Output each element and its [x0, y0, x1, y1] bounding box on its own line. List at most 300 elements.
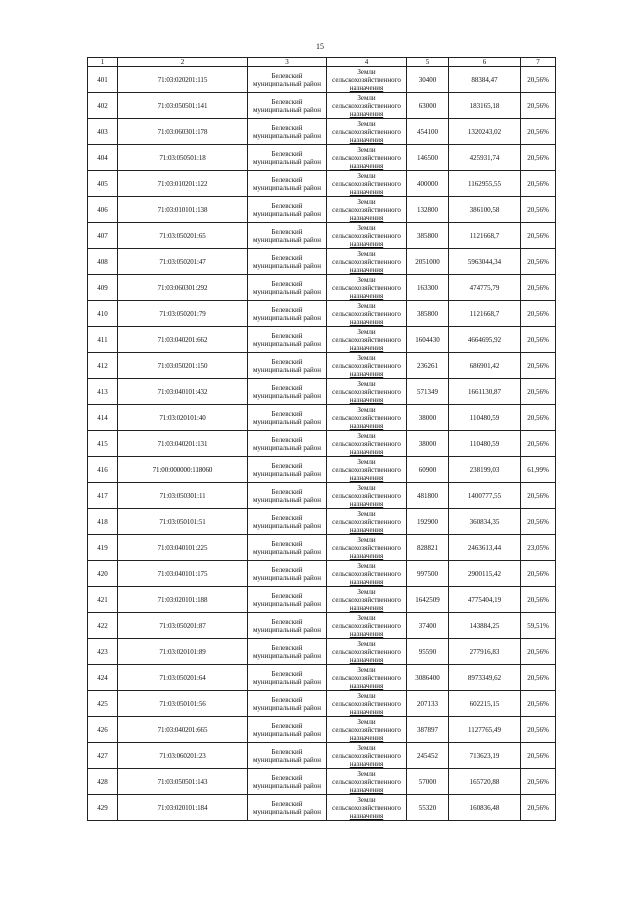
percent-cell: 20,56%	[521, 795, 556, 821]
cadastral-value-cell: 143884,25	[449, 613, 521, 639]
land-category-cell-line: сельскохозяйственного	[332, 439, 401, 448]
cadastral-number-cell: 71:03:050201:150	[118, 353, 248, 379]
cadastral-number-cell: 71:03:050201:87	[118, 613, 248, 639]
district-cell	[248, 197, 327, 223]
land-category-cell	[327, 197, 407, 223]
district-cell-line: муниципальный район	[252, 183, 322, 192]
district-cell-line: муниципальный район	[252, 235, 322, 244]
area-cell: 60900	[407, 457, 449, 483]
area-cell: 146500	[407, 145, 449, 171]
district-cell-line: Белевский	[271, 695, 303, 704]
area-cell: 38000	[407, 431, 449, 457]
land-category-cell-line: Земли	[357, 67, 376, 76]
district-cell-line: муниципальный район	[252, 105, 322, 114]
table-row	[88, 509, 556, 535]
percent-cell: 61,99%	[521, 457, 556, 483]
area-cell: 1604430	[407, 327, 449, 353]
table-row	[88, 535, 556, 561]
area-cell: 454100	[407, 119, 449, 145]
table-row	[88, 93, 556, 119]
cadastral-value-cell: 1320243,02	[449, 119, 521, 145]
row-number-cell: 412	[88, 353, 118, 379]
district-cell	[248, 561, 327, 587]
land-category-cell-line: назначения	[349, 161, 384, 170]
land-category-cell-line: сельскохозяйственного	[332, 491, 401, 500]
land-category-cell-line: назначения	[349, 265, 384, 274]
table-row	[88, 249, 556, 275]
header-cell: 4	[327, 58, 407, 67]
district-cell	[248, 717, 327, 743]
land-category-cell-line: Земли	[357, 119, 376, 128]
district-cell-line: муниципальный район	[252, 157, 322, 166]
land-category-cell	[327, 67, 407, 93]
row-number-cell: 401	[88, 67, 118, 93]
district-cell-line: муниципальный район	[252, 573, 322, 582]
land-category-cell-line: Земли	[357, 379, 376, 388]
land-category-cell	[327, 509, 407, 535]
land-category-cell-line: назначения	[349, 239, 384, 248]
cadastral-value-cell: 1162955,55	[449, 171, 521, 197]
land-category-cell-line: назначения	[349, 551, 384, 560]
land-category-cell-line: назначения	[349, 83, 384, 92]
table-row	[88, 717, 556, 743]
land-category-cell-line: назначения	[349, 395, 384, 404]
area-cell: 207133	[407, 691, 449, 717]
district-cell	[248, 171, 327, 197]
land-category-cell	[327, 353, 407, 379]
table-row	[88, 691, 556, 717]
cadastral-number-cell: 71:03:050501:18	[118, 145, 248, 171]
land-category-cell-line: сельскохозяйственного	[332, 257, 401, 266]
district-cell-line: муниципальный район	[252, 495, 322, 504]
area-cell: 55320	[407, 795, 449, 821]
land-category-cell-line: назначения	[349, 603, 384, 612]
land-category-cell-line: сельскохозяйственного	[332, 647, 401, 656]
percent-cell: 20,56%	[521, 171, 556, 197]
district-cell-line: Белевский	[271, 539, 303, 548]
land-category-cell	[327, 717, 407, 743]
row-number-cell: 421	[88, 587, 118, 613]
district-cell-line: Белевский	[271, 279, 303, 288]
district-cell-line: Белевский	[271, 487, 303, 496]
land-category-cell-line: сельскохозяйственного	[332, 413, 401, 422]
percent-cell: 20,56%	[521, 119, 556, 145]
land-category-cell-line: сельскохозяйственного	[332, 387, 401, 396]
district-cell	[248, 275, 327, 301]
area-cell: 63000	[407, 93, 449, 119]
district-cell-line: Белевский	[271, 565, 303, 574]
cadastral-number-cell: 71:03:050201:47	[118, 249, 248, 275]
land-category-cell-line: Земли	[357, 665, 376, 674]
row-number-cell: 422	[88, 613, 118, 639]
land-category-cell-line: сельскохозяйственного	[332, 283, 401, 292]
land-category-cell	[327, 119, 407, 145]
table-row	[88, 327, 556, 353]
row-number-cell: 402	[88, 93, 118, 119]
row-number-cell: 417	[88, 483, 118, 509]
district-cell-line: Белевский	[271, 669, 303, 678]
district-cell	[248, 509, 327, 535]
land-registry-table	[87, 57, 556, 821]
area-cell: 571349	[407, 379, 449, 405]
percent-cell: 20,56%	[521, 639, 556, 665]
land-category-cell-line: назначения	[349, 447, 384, 456]
district-cell-line: муниципальный район	[252, 755, 322, 764]
district-cell-line: Белевский	[271, 461, 303, 470]
land-category-cell	[327, 249, 407, 275]
land-category-cell-line: сельскохозяйственного	[332, 543, 401, 552]
land-category-cell	[327, 431, 407, 457]
cadastral-value-cell: 277916,83	[449, 639, 521, 665]
row-number-cell: 404	[88, 145, 118, 171]
district-cell	[248, 665, 327, 691]
land-category-cell-line: сельскохозяйственного	[332, 517, 401, 526]
district-cell-line: Белевский	[271, 721, 303, 730]
cadastral-number-cell: 71:03:050501:141	[118, 93, 248, 119]
cadastral-value-cell: 238199,03	[449, 457, 521, 483]
area-cell: 57000	[407, 769, 449, 795]
land-category-cell-line: Земли	[357, 431, 376, 440]
cadastral-value-cell: 165720,88	[449, 769, 521, 795]
cadastral-value-cell: 1121668,7	[449, 301, 521, 327]
cadastral-number-cell: 71:03:060301:292	[118, 275, 248, 301]
cadastral-number-cell: 71:03:020101:188	[118, 587, 248, 613]
table-row	[88, 665, 556, 691]
district-cell-line: муниципальный район	[252, 339, 322, 348]
cadastral-value-cell: 110480,59	[449, 431, 521, 457]
land-category-cell-line: Земли	[357, 561, 376, 570]
land-category-cell	[327, 613, 407, 639]
land-category-cell-line: сельскохозяйственного	[332, 621, 401, 630]
area-cell: 163300	[407, 275, 449, 301]
district-cell-line: Белевский	[271, 123, 303, 132]
area-cell: 192900	[407, 509, 449, 535]
land-category-cell	[327, 457, 407, 483]
table-row	[88, 119, 556, 145]
land-category-cell-line: назначения	[349, 759, 384, 768]
percent-cell: 20,56%	[521, 561, 556, 587]
percent-cell: 20,56%	[521, 249, 556, 275]
land-category-cell-line: Земли	[357, 275, 376, 284]
district-cell	[248, 119, 327, 145]
row-number-cell: 411	[88, 327, 118, 353]
land-category-cell-line: Земли	[357, 405, 376, 414]
table-row	[88, 639, 556, 665]
district-cell-line: муниципальный район	[252, 807, 322, 816]
percent-cell: 20,56%	[521, 93, 556, 119]
district-cell-line: муниципальный район	[252, 703, 322, 712]
district-cell	[248, 301, 327, 327]
area-cell: 3086400	[407, 665, 449, 691]
land-category-cell-line: сельскохозяйственного	[332, 127, 401, 136]
district-cell	[248, 769, 327, 795]
percent-cell: 20,56%	[521, 431, 556, 457]
cadastral-value-cell: 160836,48	[449, 795, 521, 821]
district-cell	[248, 639, 327, 665]
table-row	[88, 379, 556, 405]
land-category-cell-line: Земли	[357, 613, 376, 622]
land-category-cell-line: сельскохозяйственного	[332, 205, 401, 214]
percent-cell: 20,56%	[521, 769, 556, 795]
district-cell	[248, 431, 327, 457]
cadastral-value-cell: 474775,79	[449, 275, 521, 301]
cadastral-number-cell: 71:03:040101:432	[118, 379, 248, 405]
land-category-cell-line: назначения	[349, 577, 384, 586]
area-cell: 236261	[407, 353, 449, 379]
table-row	[88, 613, 556, 639]
land-category-cell-line: сельскохозяйственного	[332, 595, 401, 604]
cadastral-value-cell: 2463613,44	[449, 535, 521, 561]
percent-cell: 20,56%	[521, 483, 556, 509]
land-category-cell-line: Земли	[357, 483, 376, 492]
cadastral-number-cell: 71:03:060201:23	[118, 743, 248, 769]
land-category-cell-line: Земли	[357, 769, 376, 778]
land-category-cell-line: назначения	[349, 499, 384, 508]
row-number-cell: 403	[88, 119, 118, 145]
district-cell-line: Белевский	[271, 253, 303, 262]
district-cell-line: муниципальный район	[252, 131, 322, 140]
cadastral-value-cell: 110480,59	[449, 405, 521, 431]
land-category-cell-line: Земли	[357, 353, 376, 362]
land-category-cell-line: назначения	[349, 785, 384, 794]
area-cell: 95590	[407, 639, 449, 665]
land-category-cell-line: назначения	[349, 421, 384, 430]
district-cell-line: Белевский	[271, 305, 303, 314]
land-category-cell	[327, 561, 407, 587]
land-category-cell	[327, 483, 407, 509]
land-category-cell-line: сельскохозяйственного	[332, 777, 401, 786]
header-cell: 3	[248, 58, 327, 67]
district-cell-line: Белевский	[271, 799, 303, 808]
table-row	[88, 275, 556, 301]
land-category-cell-line: сельскохозяйственного	[332, 803, 401, 812]
cadastral-value-cell: 4664695,92	[449, 327, 521, 353]
land-category-cell	[327, 587, 407, 613]
district-cell	[248, 691, 327, 717]
cadastral-number-cell: 71:03:050201:65	[118, 223, 248, 249]
area-cell: 132800	[407, 197, 449, 223]
district-cell-line: Белевский	[271, 409, 303, 418]
district-cell-line: Белевский	[271, 617, 303, 626]
area-cell: 245452	[407, 743, 449, 769]
district-cell-line: Белевский	[271, 773, 303, 782]
percent-cell: 20,56%	[521, 223, 556, 249]
district-cell-line: муниципальный район	[252, 677, 322, 686]
percent-cell: 20,56%	[521, 379, 556, 405]
cadastral-number-cell: 71:03:050101:51	[118, 509, 248, 535]
header-cell: 2	[118, 58, 248, 67]
cadastral-number-cell: 71:03:050201:64	[118, 665, 248, 691]
cadastral-number-cell: 71:03:020101:40	[118, 405, 248, 431]
land-category-cell-line: назначения	[349, 707, 384, 716]
row-number-cell: 416	[88, 457, 118, 483]
district-cell	[248, 67, 327, 93]
land-category-cell-line: назначения	[349, 681, 384, 690]
district-cell-line: муниципальный район	[252, 261, 322, 270]
percent-cell: 20,56%	[521, 197, 556, 223]
district-cell-line: муниципальный район	[252, 729, 322, 738]
land-category-cell-line: Земли	[357, 223, 376, 232]
cadastral-number-cell: 71:03:040201:662	[118, 327, 248, 353]
land-category-cell-line: Земли	[357, 301, 376, 310]
area-cell: 30400	[407, 67, 449, 93]
land-category-cell-line: назначения	[349, 473, 384, 482]
cadastral-value-cell: 183165,18	[449, 93, 521, 119]
district-cell	[248, 93, 327, 119]
table-row	[88, 197, 556, 223]
table-row	[88, 561, 556, 587]
cadastral-number-cell: 71:03:010101:138	[118, 197, 248, 223]
percent-cell: 20,56%	[521, 691, 556, 717]
district-cell-line: муниципальный район	[252, 781, 322, 790]
header-cell: 1	[88, 58, 118, 67]
area-cell: 828821	[407, 535, 449, 561]
land-category-cell-line: сельскохозяйственного	[332, 465, 401, 474]
row-number-cell: 426	[88, 717, 118, 743]
row-number-cell: 423	[88, 639, 118, 665]
row-number-cell: 409	[88, 275, 118, 301]
district-cell-line: муниципальный район	[252, 443, 322, 452]
percent-cell: 20,56%	[521, 665, 556, 691]
percent-cell: 20,56%	[521, 717, 556, 743]
land-category-cell-line: Земли	[357, 457, 376, 466]
district-cell-line: Белевский	[271, 513, 303, 522]
land-category-cell-line: сельскохозяйственного	[332, 361, 401, 370]
district-cell-line: муниципальный район	[252, 521, 322, 530]
land-category-cell-line: сельскохозяйственного	[332, 335, 401, 344]
district-cell-line: Белевский	[271, 383, 303, 392]
district-cell	[248, 327, 327, 353]
area-cell: 2051000	[407, 249, 449, 275]
land-category-cell-line: сельскохозяйственного	[332, 569, 401, 578]
land-category-cell-line: Земли	[357, 717, 376, 726]
land-category-cell	[327, 665, 407, 691]
row-number-cell: 405	[88, 171, 118, 197]
percent-cell: 20,56%	[521, 67, 556, 93]
cadastral-value-cell: 1661130,87	[449, 379, 521, 405]
district-cell-line: Белевский	[271, 331, 303, 340]
land-category-cell	[327, 93, 407, 119]
district-cell-line: муниципальный район	[252, 547, 322, 556]
land-category-cell-line: сельскохозяйственного	[332, 725, 401, 734]
district-cell-line: Белевский	[271, 201, 303, 210]
cadastral-value-cell: 1127765,49	[449, 717, 521, 743]
table-row	[88, 483, 556, 509]
land-category-cell-line: сельскохозяйственного	[332, 101, 401, 110]
cadastral-number-cell: 71:03:050201:79	[118, 301, 248, 327]
land-category-cell	[327, 327, 407, 353]
table-row	[88, 145, 556, 171]
cadastral-value-cell: 8973349,62	[449, 665, 521, 691]
district-cell	[248, 379, 327, 405]
district-cell-line: муниципальный район	[252, 209, 322, 218]
percent-cell: 20,56%	[521, 145, 556, 171]
district-cell	[248, 249, 327, 275]
cadastral-number-cell: 71:03:040101:225	[118, 535, 248, 561]
row-number-cell: 427	[88, 743, 118, 769]
land-category-cell	[327, 639, 407, 665]
land-category-cell-line: Земли	[357, 743, 376, 752]
table-row	[88, 769, 556, 795]
row-number-cell: 420	[88, 561, 118, 587]
district-cell	[248, 535, 327, 561]
land-category-cell-line: сельскохозяйственного	[332, 673, 401, 682]
land-category-cell-line: назначения	[349, 733, 384, 742]
row-number-cell: 429	[88, 795, 118, 821]
land-category-cell-line: назначения	[349, 291, 384, 300]
cadastral-value-cell: 5963044,34	[449, 249, 521, 275]
cadastral-value-cell: 425931,74	[449, 145, 521, 171]
cadastral-number-cell: 71:03:010201:122	[118, 171, 248, 197]
land-category-cell	[327, 535, 407, 561]
area-cell: 1642509	[407, 587, 449, 613]
land-category-cell-line: назначения	[349, 213, 384, 222]
land-category-cell-line: назначения	[349, 811, 384, 820]
cadastral-value-cell: 386100,58	[449, 197, 521, 223]
district-cell-line: Белевский	[271, 71, 303, 80]
district-cell-line: Белевский	[271, 175, 303, 184]
land-category-cell-line: назначения	[349, 135, 384, 144]
row-number-cell: 428	[88, 769, 118, 795]
area-cell: 38000	[407, 405, 449, 431]
row-number-cell: 413	[88, 379, 118, 405]
land-category-cell	[327, 691, 407, 717]
district-cell-line: муниципальный район	[252, 313, 322, 322]
percent-cell: 20,56%	[521, 275, 556, 301]
area-cell: 481800	[407, 483, 449, 509]
row-number-cell: 424	[88, 665, 118, 691]
header-cell: 5	[407, 58, 449, 67]
district-cell-line: муниципальный район	[252, 287, 322, 296]
land-category-cell	[327, 301, 407, 327]
land-category-cell-line: назначения	[349, 343, 384, 352]
table-row	[88, 405, 556, 431]
area-cell: 385800	[407, 301, 449, 327]
district-cell	[248, 795, 327, 821]
cadastral-number-cell: 71:03:060301:178	[118, 119, 248, 145]
table-row	[88, 353, 556, 379]
cadastral-number-cell: 71:03:050301:11	[118, 483, 248, 509]
land-category-cell-line: Земли	[357, 639, 376, 648]
header-cell: 7	[521, 58, 556, 67]
cadastral-number-cell: 71:03:050501:143	[118, 769, 248, 795]
cadastral-value-cell: 602215,15	[449, 691, 521, 717]
row-number-cell: 406	[88, 197, 118, 223]
cadastral-value-cell: 360834,35	[449, 509, 521, 535]
area-cell: 400000	[407, 171, 449, 197]
district-cell-line: муниципальный район	[252, 625, 322, 634]
percent-cell: 59,51%	[521, 613, 556, 639]
district-cell-line: муниципальный район	[252, 79, 322, 88]
percent-cell: 20,56%	[521, 743, 556, 769]
row-number-cell: 419	[88, 535, 118, 561]
land-category-cell	[327, 795, 407, 821]
land-category-cell	[327, 743, 407, 769]
cadastral-number-cell: 71:03:020101:184	[118, 795, 248, 821]
land-category-cell	[327, 405, 407, 431]
cadastral-number-cell: 71:00:000000:118060	[118, 457, 248, 483]
land-category-cell	[327, 223, 407, 249]
district-cell-line: муниципальный район	[252, 651, 322, 660]
percent-cell: 23,05%	[521, 535, 556, 561]
table-row	[88, 301, 556, 327]
land-category-cell-line: назначения	[349, 629, 384, 638]
district-cell	[248, 613, 327, 639]
table-row	[88, 795, 556, 821]
district-cell-line: Белевский	[271, 747, 303, 756]
percent-cell: 20,56%	[521, 587, 556, 613]
land-category-cell-line: сельскохозяйственного	[332, 309, 401, 318]
